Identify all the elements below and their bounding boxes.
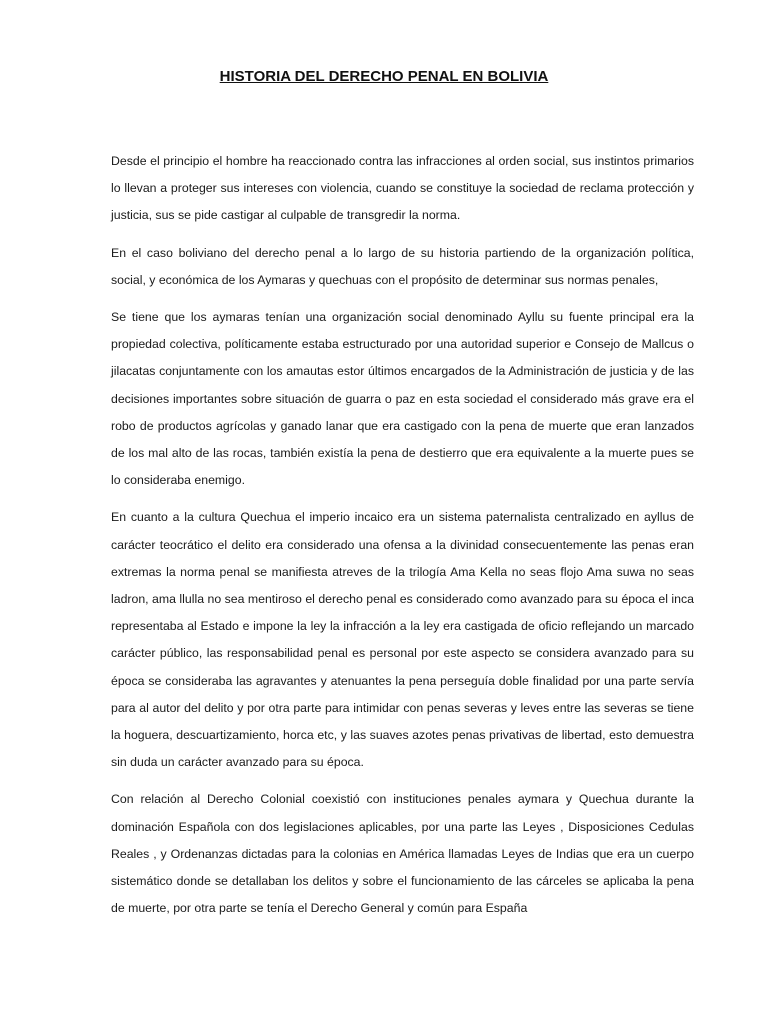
document-body — [111, 148, 694, 932]
paragraph-2: En el caso boliviano del derecho penal a lo largo de su historia partiendo de la organización política, social, y económica de los Aymaras y quechuas con el propósito de determinar sus normas penales, — [111, 245, 694, 287]
document-title: HISTORIA DEL DERECHO PENAL EN BOLIVIA — [219, 68, 549, 85]
paragraph-4: En cuanto a la cultura Quechua el imperio incaico era un sistema paternalista centralizado en ayllus de carácter teocrático el delito era considerado una ofensa a la divinidad consecuentemente las penas eran extremas la norma penal se manifiesta atreves de la trilogía Ama Kella no seas flojo Ama suwa no seas ladron, ama llulla no sea mentiroso el derecho penal es considerado como avanzado para su época el inca representaba al Estado e impone la ley la infracción a la ley era castigada de oficio reflejando un marcado carácter público, las responsabilidad penal es personal por este aspecto se considera avanzado para su época se consideraba las agravantes y atenuantes la pena perseguía doble finalidad por una parte servía para al autor del delito y por otra parte para intimidar con penas severas y leves entre las severas se tiene la hoguera, descuartizamiento, horca etc, y las suaves azotes penas privativas de libertad, esto demuestra sin duda un carácter avanzado para su época. — [111, 510, 694, 770]
paragraph-3: Se tiene que los aymaras tenían una organización social denominado Ayllu su fuente principal era la propiedad colectiva, políticamente estaba estructurado por una autoridad superior e Consejo de Mallcus o jilacatas conjuntamente con los amautas estor últimos encargados de la Administración de justicia y de las decisiones importantes sobre situación de guarra o paz en esta sociedad el considerado más grave era el robo de productos agrícolas y ganado lanar que era castigado con la pena de muerte que eran lanzados de los mal alto de las rocas, también existía la pena de destierro que era equivalente a la muerte pues se lo consideraba enemigo. — [111, 310, 694, 488]
paragraph-5: Con relación al Derecho Colonial coexistió con instituciones penales aymara y Quechua durante la dominación Española con dos legislaciones aplicables, por una parte las Leyes , Disposiciones Cedulas Reales , y Ordenanzas dictadas para la colonias en América llamadas Leyes de Indias que era un cuerpo sistemático donde se detallaban los delitos y sobre el funcionamiento de las cárceles se aplicaba la pena de muerte, por otra parte se tenía el Derecho General y común para España — [111, 792, 694, 916]
paragraph-1: Desde el principio el hombre ha reaccionado contra las infracciones al orden social, sus instintos primarios lo llevan a proteger sus intereses con violencia, cuando se constituye la sociedad de reclama protección y justicia, sus se pide castigar al culpable de transgredir la norma. — [111, 154, 694, 223]
